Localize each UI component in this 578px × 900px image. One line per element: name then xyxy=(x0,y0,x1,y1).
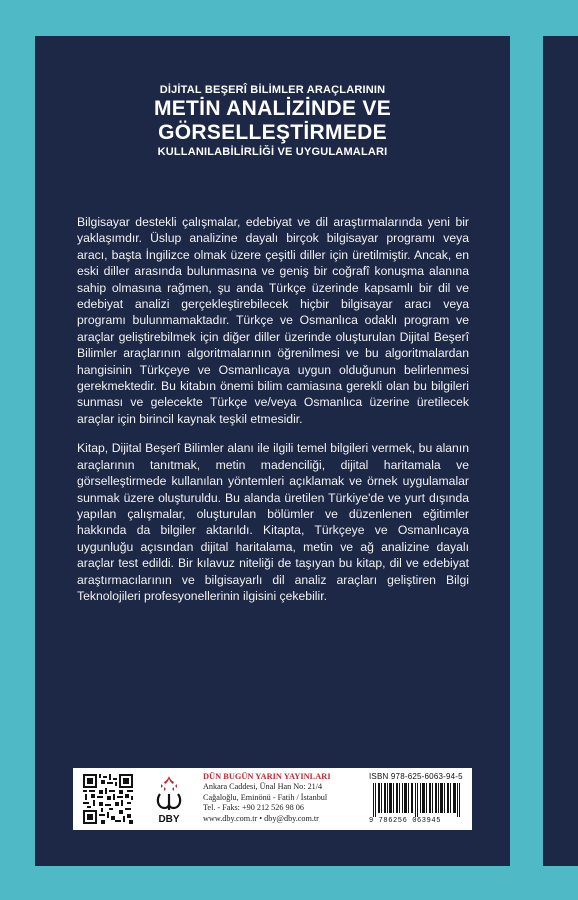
cover-supertitle: DİJİTAL BEŞERÎ BİLİMLER ARAÇLARININ xyxy=(159,84,386,96)
publisher-footer xyxy=(73,768,472,830)
title-block xyxy=(35,84,510,158)
publisher-info xyxy=(203,772,331,824)
blurb-paragraph-1: Bilgisayar destekli çalışmalar, edebiyat ve dil araştırmalarında yeni bir yaklaşımdır. Üslup analizine dayalı birçok bilgisayar programı veya aracı, başta İngilizce olmak üzere çeşitli diller için üretilmiştir. Ancak, en eski diller arasında bulunmasına ve geniş bir coğrafî konuşma alanına sahip olmasına rağmen, şu anda Türkçe üzerinde kapsamlı bir dil ve edebiyat analizi gerçekleştirebilecek hiçbir bilgisayar aracı veya programı bulunmamaktadır. Türkçe ve Osmanlıca odaklı program ve araçlar geliştirebilmek için diğer diller üzerinde oluşturulan Dijital Beşerî Bilimler araçlarının algoritmalarının öğrenilmesi ve bu algoritmalardan hangisinin Türkçeye ve Osmanlıcaya uygun olduğunun belirlenmesi gerekmektedir. Bu kitabın önemi bilim camiasına gerekli olan bu bilgileri sunması ve gelecekte Türkçe ve/veya Osmanlıca üzerine üretilecek araçlar için birincil kaynak teşkil etmesidir. xyxy=(77,215,469,426)
isbn-label: ISBN 978-625-6063-94-5 xyxy=(369,772,463,781)
publisher-name: DÜN BUGÜN YARIN YAYINLARI xyxy=(203,772,331,781)
blurb-paragraph-2: Kitap, Dijital Beşerî Bilimler alanı ile ilgili temel bilgileri vermek, bu alanın araçlarının tanıtmak, metin madenciliği, dijital haritamala ve görselleştirmede kullanılan yöntemleri açıklamak ve örnek uygulamalar sunmak üzere oluşturuldu. Bu alanda üretilen Türkiye'de ve yurt dışında yapılan çalışmalar, oluşturulan bölümler ve düzenlenen eğitimler hakkında da bilgiler aktarıldı. Kitapta, Türkçeye ve Osmanlıcaya uygunluğu açısından dijital haritalama, metin ve ağ analizine dayalı araçlar test edildi. Bir kılavuz niteliği de taşıyan bu kitap, dil ve edebiyat araştırmacılarının ve bilgisayarlı dil analiz araçları geliştiren Bilgi Teknolojileri profesyonellerinin ilgisini çekebilir. xyxy=(77,441,469,603)
next-book-edge xyxy=(543,36,578,866)
web-email: www.dby.com.tr • dby@dby.com.tr xyxy=(203,813,319,823)
isbn-digits: 9 786256 063945 xyxy=(369,817,442,825)
isbn-block xyxy=(369,772,465,825)
qr-code-icon xyxy=(83,774,133,824)
logo-text: DBY xyxy=(158,814,180,825)
blurb xyxy=(77,214,469,617)
cover-title-line1: METİN ANALİZİNDE VE xyxy=(153,97,392,120)
publisher-logo-icon xyxy=(155,774,183,826)
address-line2: Cağaloğlu, Eminönü - Fatih / İstanbul xyxy=(203,792,328,802)
cover-subtitle: KULLANILABİLİRLİĞİ VE UYGULAMALARI xyxy=(157,146,388,158)
back-cover xyxy=(35,36,510,866)
barcode-icon xyxy=(369,783,465,817)
phone-fax: Tel. - Faks: +90 212 526 98 06 xyxy=(203,803,304,813)
cover-title-line2: GÖRSELLEŞTİRMEDE xyxy=(158,121,387,144)
address-line1: Ankara Caddesi, Ünal Han No: 21/4 xyxy=(203,782,323,792)
